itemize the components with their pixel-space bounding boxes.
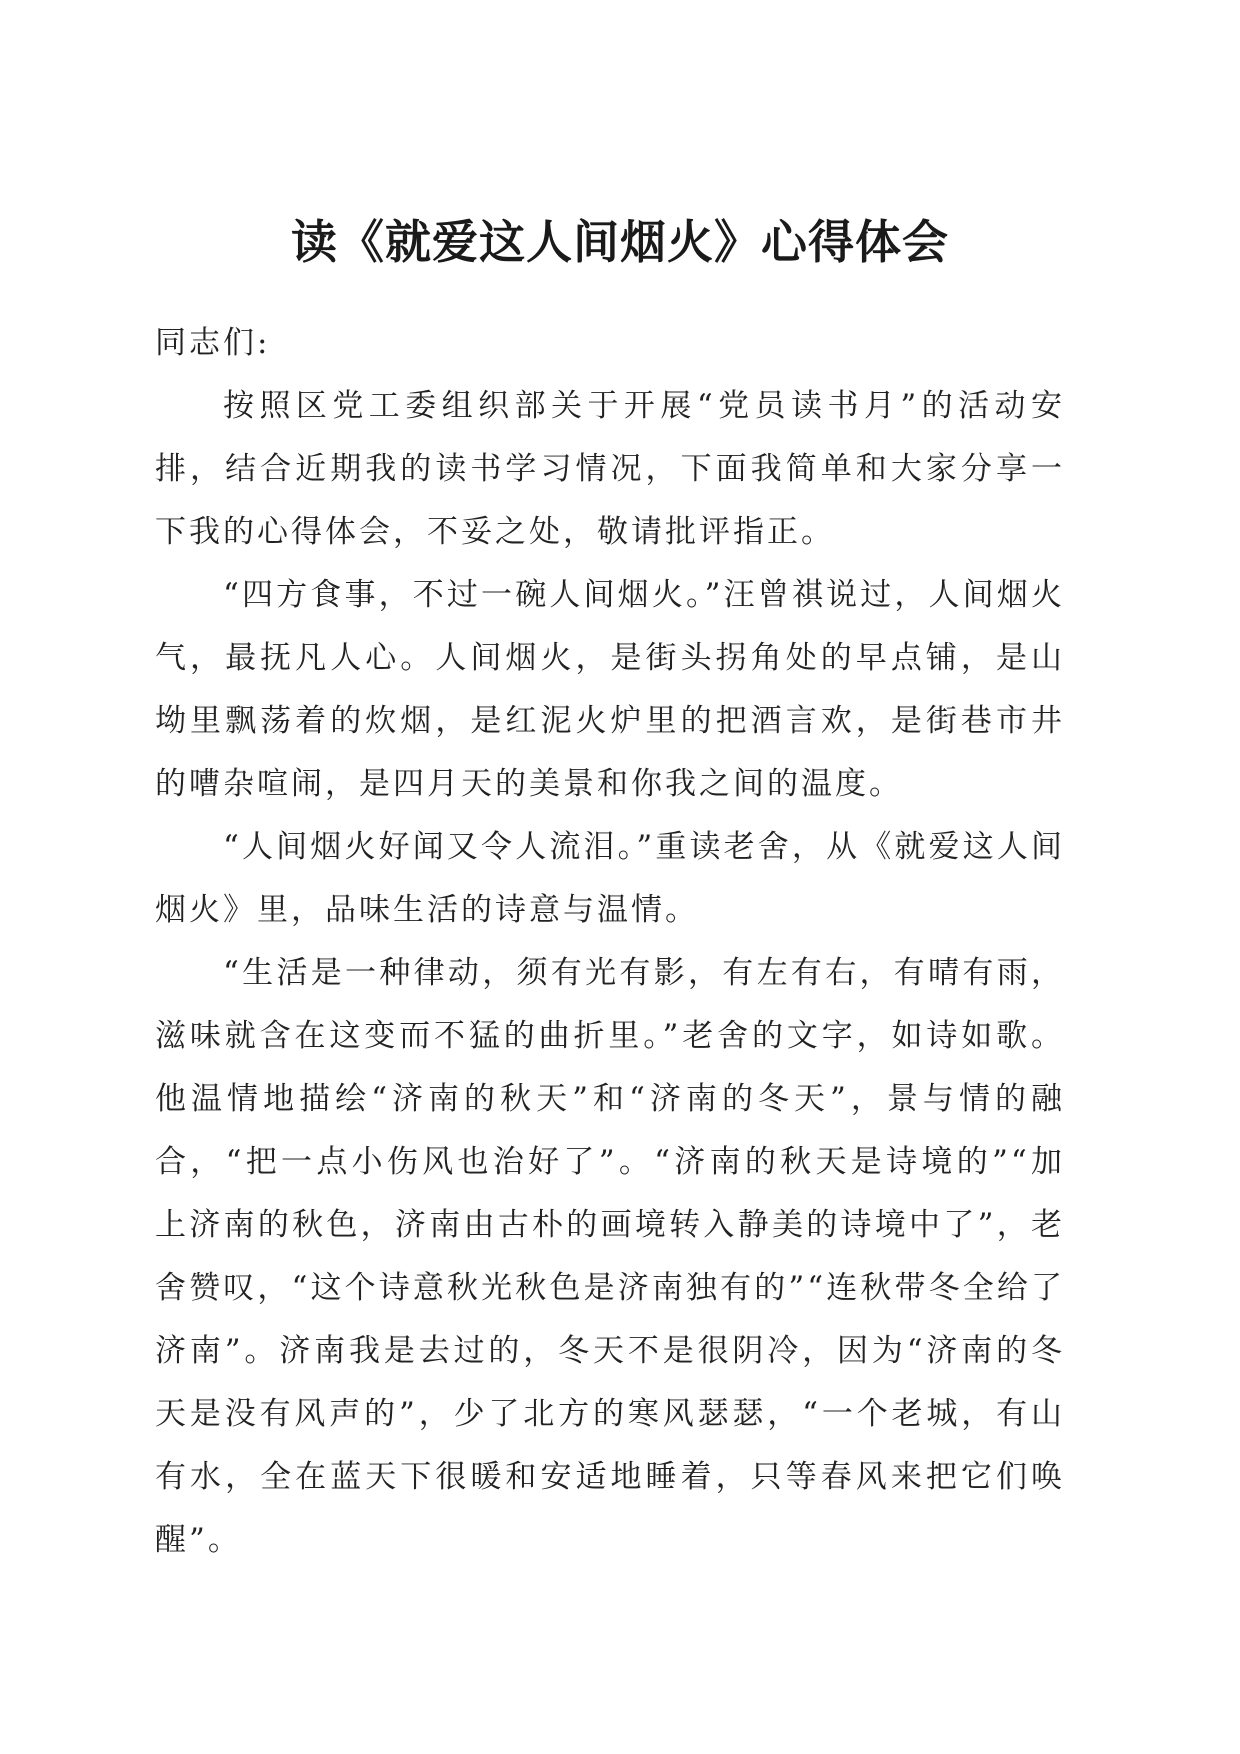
salutation: 同志们: (155, 325, 271, 361)
document-body (155, 312, 1065, 1572)
paragraph-2: “四方食事，不过一碗人间烟火。”汪曾祺说过，人间烟火气，最抚凡人心。人间烟火，是街头拐角处的早点铺，是山坳里飘荡着的炊烟，是红泥火炉里的把酒言欢，是街巷市井的嘈杂喧闹，是四月天的美景和你我之间的温度。 (155, 577, 1065, 802)
paragraph-3: “人间烟火好闻又令人流泪。”重读老舍，从《就爱这人间烟火》里，品味生活的诗意与温情。 (155, 829, 1065, 928)
document-title: 读《就爱这人间烟火》心得体会 (291, 215, 949, 269)
paragraph-4: “生活是一种律动，须有光有影，有左有右，有晴有雨，滋味就含在这变而不猛的曲折里。”老舍的文字，如诗如歌。他温情地描绘“济南的秋天”和“济南的冬天”，景与情的融合，“把一点小伤风也治好了”。“济南的秋天是诗境的”“加上济南的秋色，济南由古朴的画境转入静美的诗境中了”，老舍赞叹，“这个诗意秋光秋色是济南独有的”“连秋带冬全给了济南”。济南我是去过的，冬天不是很阴冷，因为“济南的冬天是没有风声的”，少了北方的寒风瑟瑟，“一个老城，有山有水，全在蓝天下很暖和安适地睡着，只等春风来把它们唤醒”。 (155, 955, 1065, 1558)
paragraph-1: 按照区党工委组织部关于开展“党员读书月”的活动安排，结合近期我的读书学习情况，下面我简单和大家分享一下我的心得体会，不妥之处，敬请批评指正。 (155, 388, 1065, 550)
